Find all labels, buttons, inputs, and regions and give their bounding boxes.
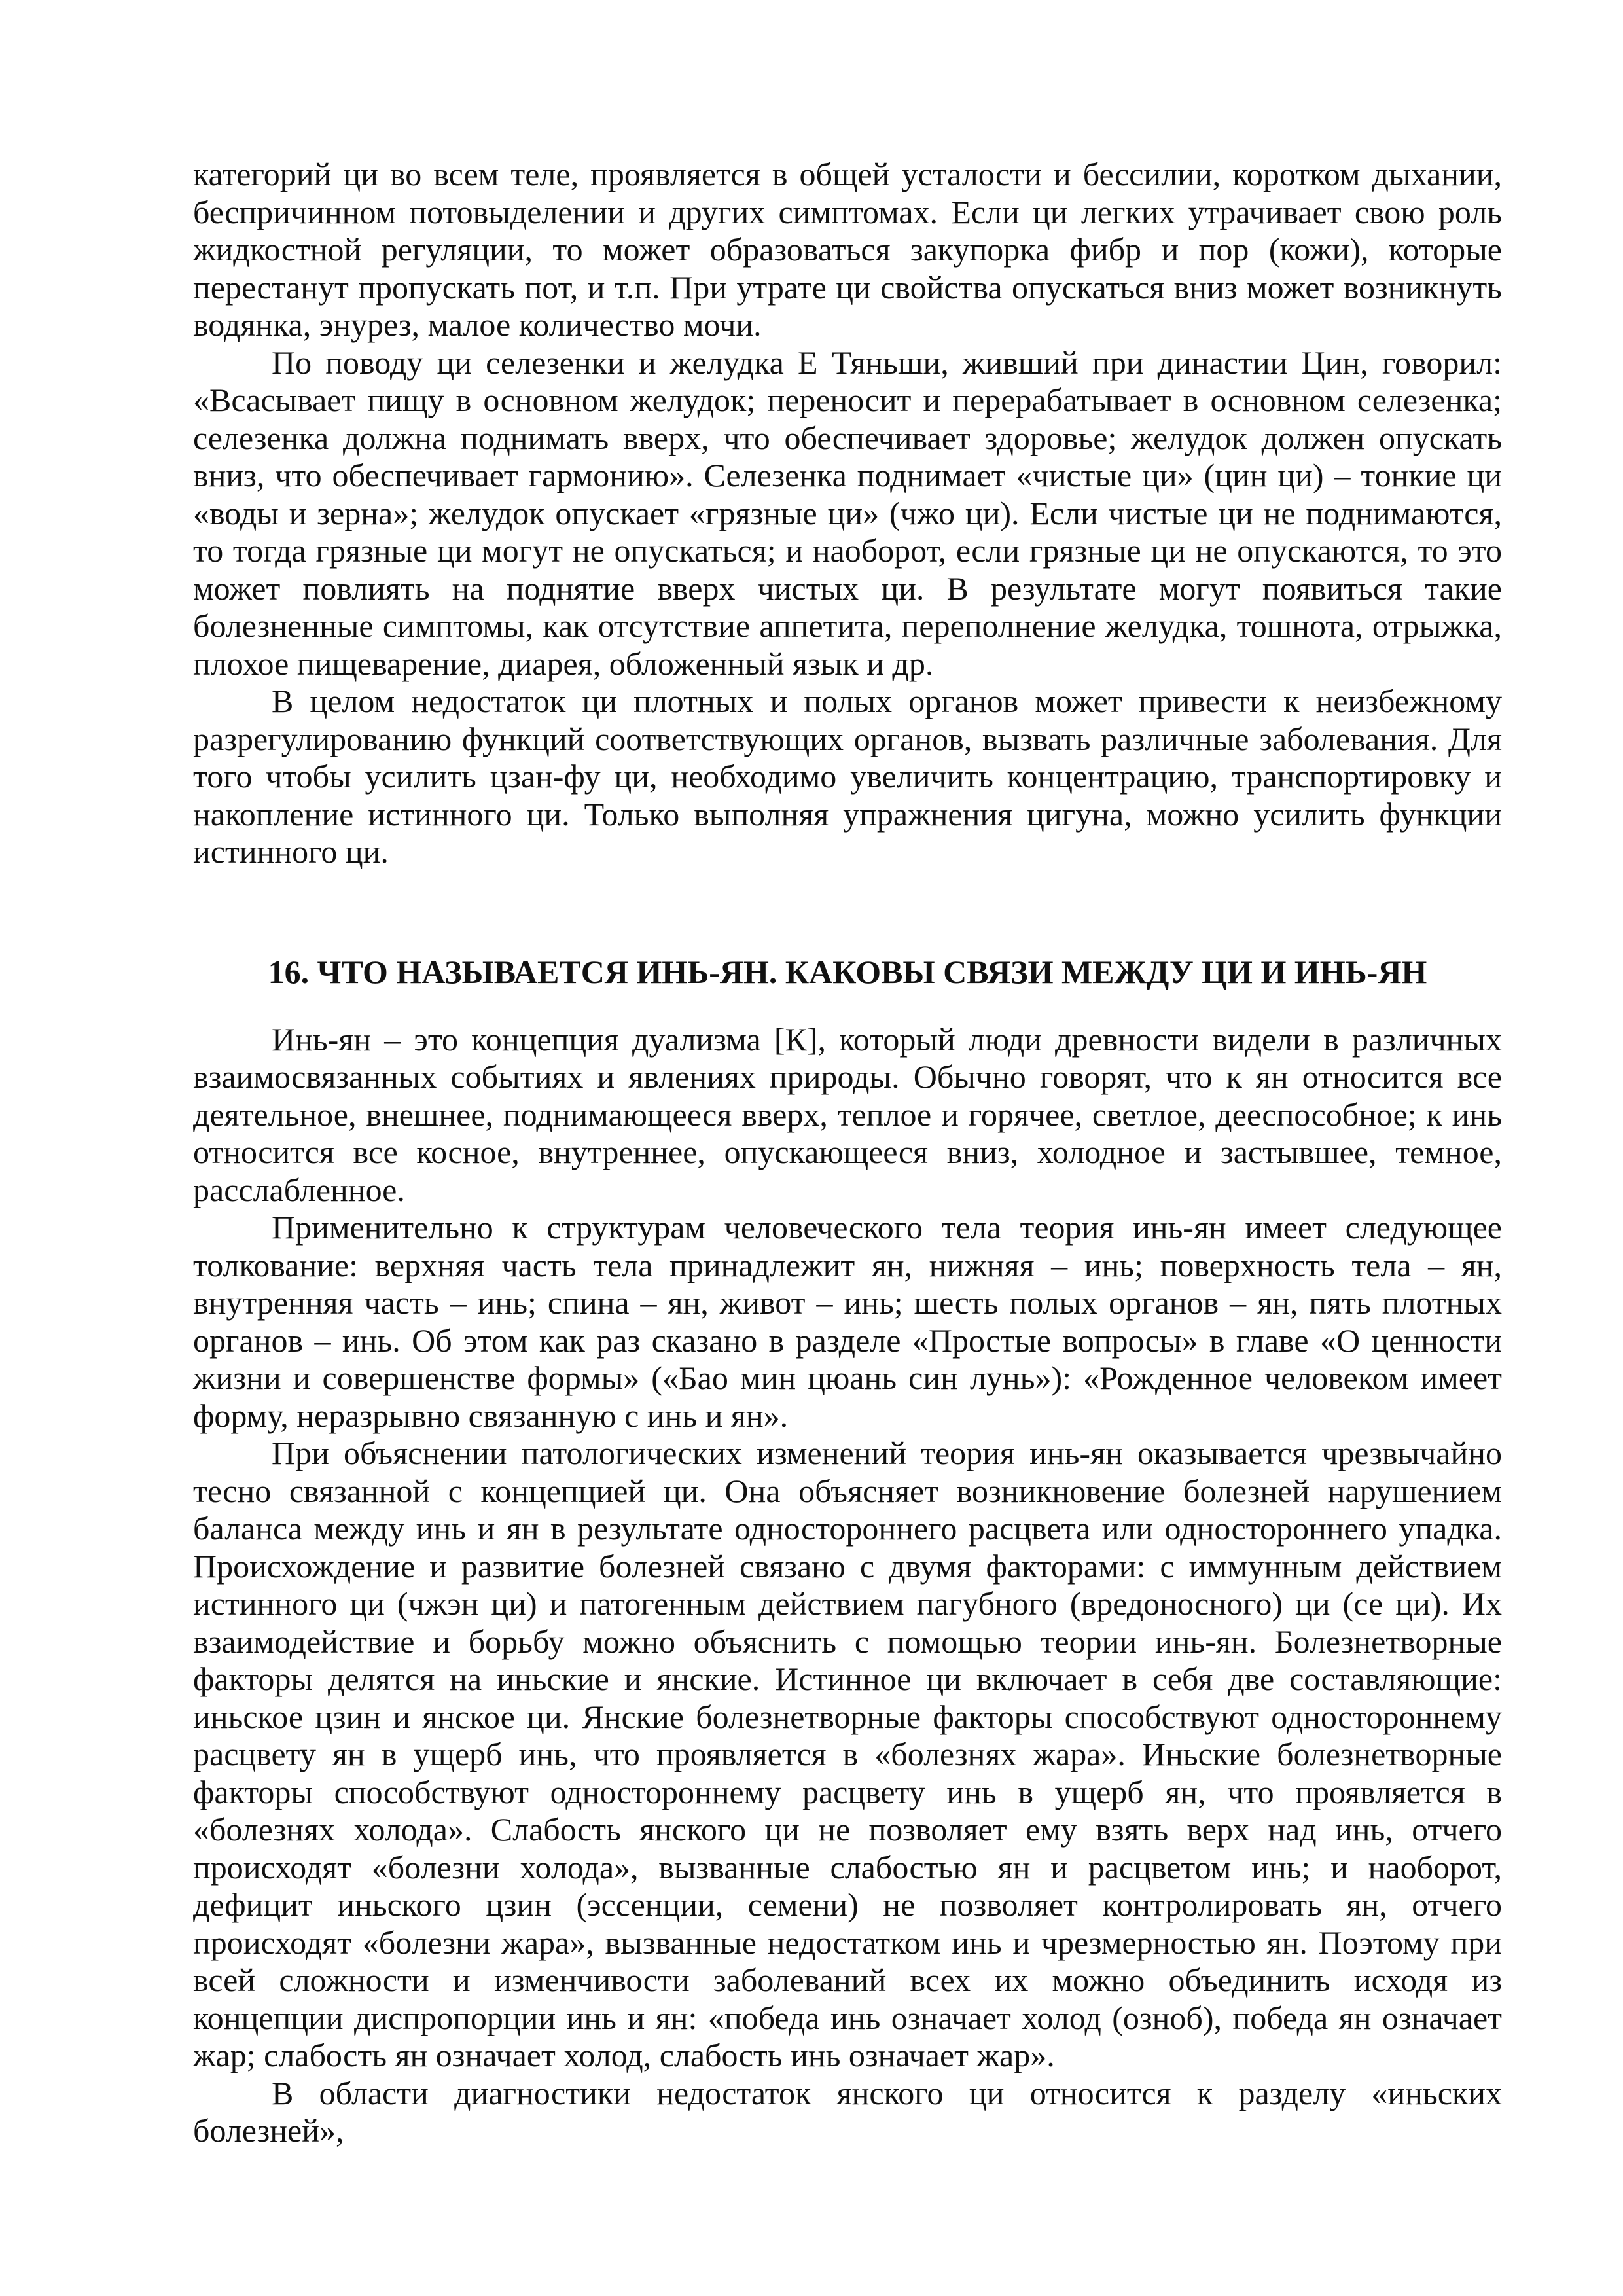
- paragraph-continued: категорий ци во всем теле, проявляется в общей усталости и бессилии, коротком дыхании, беспричинном потовыделении и других симптомах. Если ци легких утрачивает свою роль жидкостной регуляции, то может образоваться закупорка фибр и пор (кожи), которые перестанут пропускать пот, и т.п. При утрате ци свойства опускаться вниз может возникнуть водянка, энурез, малое количество мочи.: [193, 156, 1502, 343]
- section-heading: 16. ЧТО НАЗЫВАЕТСЯ ИНЬ-ЯН. КАКОВЫ СВЯЗИ МЕЖДУ ЦИ И ИНЬ-ЯН: [268, 953, 1427, 990]
- paragraph-spleen-stomach-qi: По поводу ци селезенки и желудка Е Тяньши, живший при династии Цин, говорил: «Всасывает пищу в основном желудок; переносит и перерабатывает в основном селезенка; селезенка должна поднимать вверх, что обеспечивает здоровье; желудок должен опускать вниз, что обеспечивает гармонию». Селезенка поднимает «чистые ци» (цин ци) – тонкие ци «воды и зерна»; желудок опускает «грязные ци» (чжо ци). Если чистые ци не поднимаются, то тогда грязные ци могут не опускаться; и наоборот, если грязные ци не опускаются, то это может повлиять на поднятие вверх чистых ци. В результате могут появиться такие болезненные симптомы, как отсутствие аппетита, переполнение желудка, тошнота, отрыжка, плохое пищеварение, диарея, обложенный язык и др.: [193, 344, 1502, 682]
- paragraph-zang-fu-qi: В целом недостаток ци плотных и полых органов может привести к неизбежному разрегулированию функций соответствующих органов, вызвать различные заболевания. Для того чтобы усилить цзан-фу ци, необходимо увеличить концентрацию, транспортировку и накопление истинного ци. Только выполняя упражнения цигуна, можно усилить функции истинного ци.: [193, 683, 1502, 870]
- paragraph-pathology: При объяснении патологических изменений теория инь-ян оказывается чрезвычайно тесно связанной с концепцией ци. Она объясняет возникновение болезней нарушением баланса между инь и ян в результате одностороннего расцвета или одностороннего упадка. Происхождение и развитие болезней связано с двумя факторами: с иммунным действием истинного ци (чжэн ци) и патогенным действием пагубного (вредоносного) ци (се ци). Их взаимодействие и борьбу можно объяснить с помощью теории инь-ян. Болезнетворные факторы делятся на иньские и янские. Истинное ци включает в себя две составляющие: иньское цзин и янское ци. Янские болезнетворные факторы способствуют одностороннему расцвету ян в ущерб инь, что проявляется в «болезнях жара». Иньские болезнетворные факторы способствуют одностороннему расцвету инь в ущерб ян, что проявляется в «болезнях холода». Слабость янского ци не позволяет ему взять верх над инь, отчего происходят «болезни холода», вызванные слабостью ян и расцветом инь; и наоборот, дефицит иньского цзин (эссенции, семени) не позволяет контролировать ян, отчего происходят «болезни жара», вызванные недостатком инь и чрезмерностью ян. Поэтому при всей сложности и изменчивости заболеваний всех их можно объединить исходя из концепции диспропорции инь и ян: «победа инь означает холод (озноб), победа ян означает жар; слабость ян означает холод, слабость инь означает жар».: [193, 1435, 1502, 2073]
- paragraph-body-structures: Применительно к структурам человеческого тела теория инь-ян имеет следующее толкование: верхняя часть тела принадлежит ян, нижняя – инь; поверхность тела – ян, внутренняя часть – инь; спина – ян, живот – инь; шесть полых органов – ян, пять плотных органов – инь. Об этом как раз сказано в разделе «Простые вопросы» в главе «О ценности жизни и совершенстве формы» («Бао мин цюань син лунь»): «Рожденное человеком имеет форму, неразрывно связанную с инь и ян».: [193, 1209, 1502, 1434]
- paragraph-diagnostics: В области диагностики недостаток янского ци относится к разделу «иньских болезней»,: [193, 2074, 1502, 2149]
- paragraph-yin-yang-concept: Инь-ян – это концепция дуализма [К], который люди древности видели в различных взаимосвязанных событиях и явлениях природы. Обычно говорят, что к ян относится все деятельное, внешнее, поднимающееся вверх, теплое и горячее, светлое, дееспособное; к инь относится все косное, внутреннее, опускающееся вниз, холодное и застывшее, темное, расслабленное.: [193, 1020, 1502, 1208]
- document-page: [193, 156, 1502, 2150]
